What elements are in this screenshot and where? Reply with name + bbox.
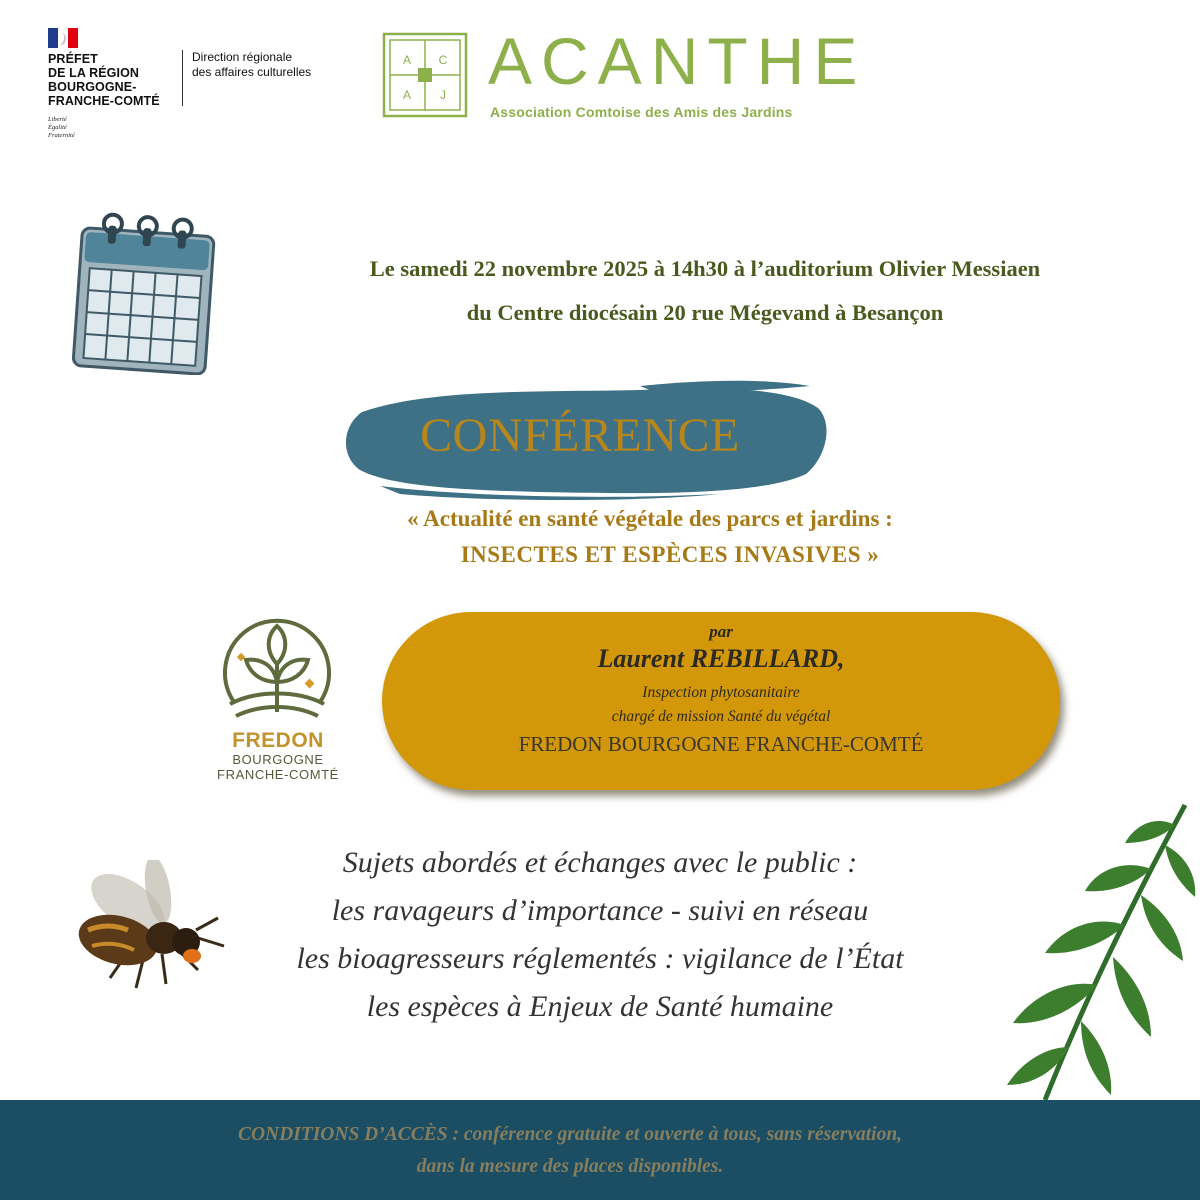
prefet-divider — [182, 50, 183, 106]
emblem-letter: C — [438, 53, 448, 67]
prefet-line: PRÉFET — [48, 52, 98, 66]
footer-line1: CONDITIONS D’ACCÈS : conférence gratuite et ouverte à tous, sans réservation, — [237, 1124, 903, 1145]
footer-line2: dans la mesure des places disponibles. — [416, 1156, 724, 1177]
conference-subtitle-line2: INSECTES ET ESPÈCES INVASIVES » — [460, 542, 880, 567]
acanthe-name: ACANTHE — [488, 24, 867, 98]
emblem-letter: A — [402, 53, 412, 67]
topics-intro: Sujets abordés et échanges avec le public : — [342, 846, 858, 879]
drac-title — [192, 50, 311, 80]
prefet-line: FRANCHE-COMTÉ — [48, 94, 160, 108]
speaker-organization: FREDON BOURGOGNE FRANCHE-COMTÉ — [518, 732, 924, 756]
drac-line: des affaires culturelles — [192, 65, 312, 79]
hornet-icon — [58, 860, 228, 1000]
emblem-letter: J — [440, 88, 446, 102]
motto-line: Fraternité — [48, 132, 75, 139]
calendar-icon — [68, 210, 218, 375]
speaker-role-line1: Inspection phytosanitaire — [642, 684, 800, 701]
topic-item: les espèces à Enjeux de Santé humaine — [366, 990, 834, 1023]
fredon-name: FREDON — [232, 729, 324, 752]
republic-motto — [48, 116, 75, 140]
emblem-letter: A — [402, 88, 412, 102]
speaker-role-line2: chargé de mission Santé du végétal — [611, 708, 831, 725]
acanthe-subtitle: Association Comtoise des Amis des Jardins — [490, 104, 793, 120]
event-address: du Centre diocésain 20 rue Mégevand à Besançon — [466, 300, 944, 325]
motto-line: Liberté — [48, 116, 67, 123]
speaker-name: Laurent REBILLARD, — [597, 644, 845, 673]
fredon-region-line2: FRANCHE-COMTÉ — [217, 767, 339, 782]
prefet-line: DE LA RÉGION — [48, 66, 140, 80]
access-conditions-footer — [0, 1100, 1200, 1200]
topic-item: les bioagresseurs réglementés : vigilance de l’État — [296, 942, 904, 975]
topic-item: les ravageurs d’importance - suivi en réseau — [331, 894, 869, 927]
fredon-emblem-icon — [216, 616, 338, 732]
event-date-location: Le samedi 22 novembre 2025 à 14h30 à l’auditorium Olivier Messiaen — [369, 256, 1041, 281]
prefet-line: BOURGOGNE- — [48, 80, 137, 94]
prefet-logo-block — [48, 28, 348, 148]
fern-leaf-icon — [985, 785, 1200, 1105]
acanthe-emblem-icon — [382, 32, 468, 118]
fredon-region-line1: BOURGOGNE — [232, 752, 324, 767]
conference-title: CONFÉRENCE — [420, 409, 740, 462]
speaker-par: par — [709, 622, 733, 641]
prefet-title — [48, 52, 160, 108]
speaker-card — [382, 612, 1060, 790]
drac-line: Direction régionale — [192, 50, 293, 64]
marianne-flag-icon — [48, 28, 78, 48]
motto-line: Égalité — [48, 124, 67, 131]
conference-subtitle-line1: « Actualité en santé végétale des parcs et jardins : — [407, 506, 893, 531]
